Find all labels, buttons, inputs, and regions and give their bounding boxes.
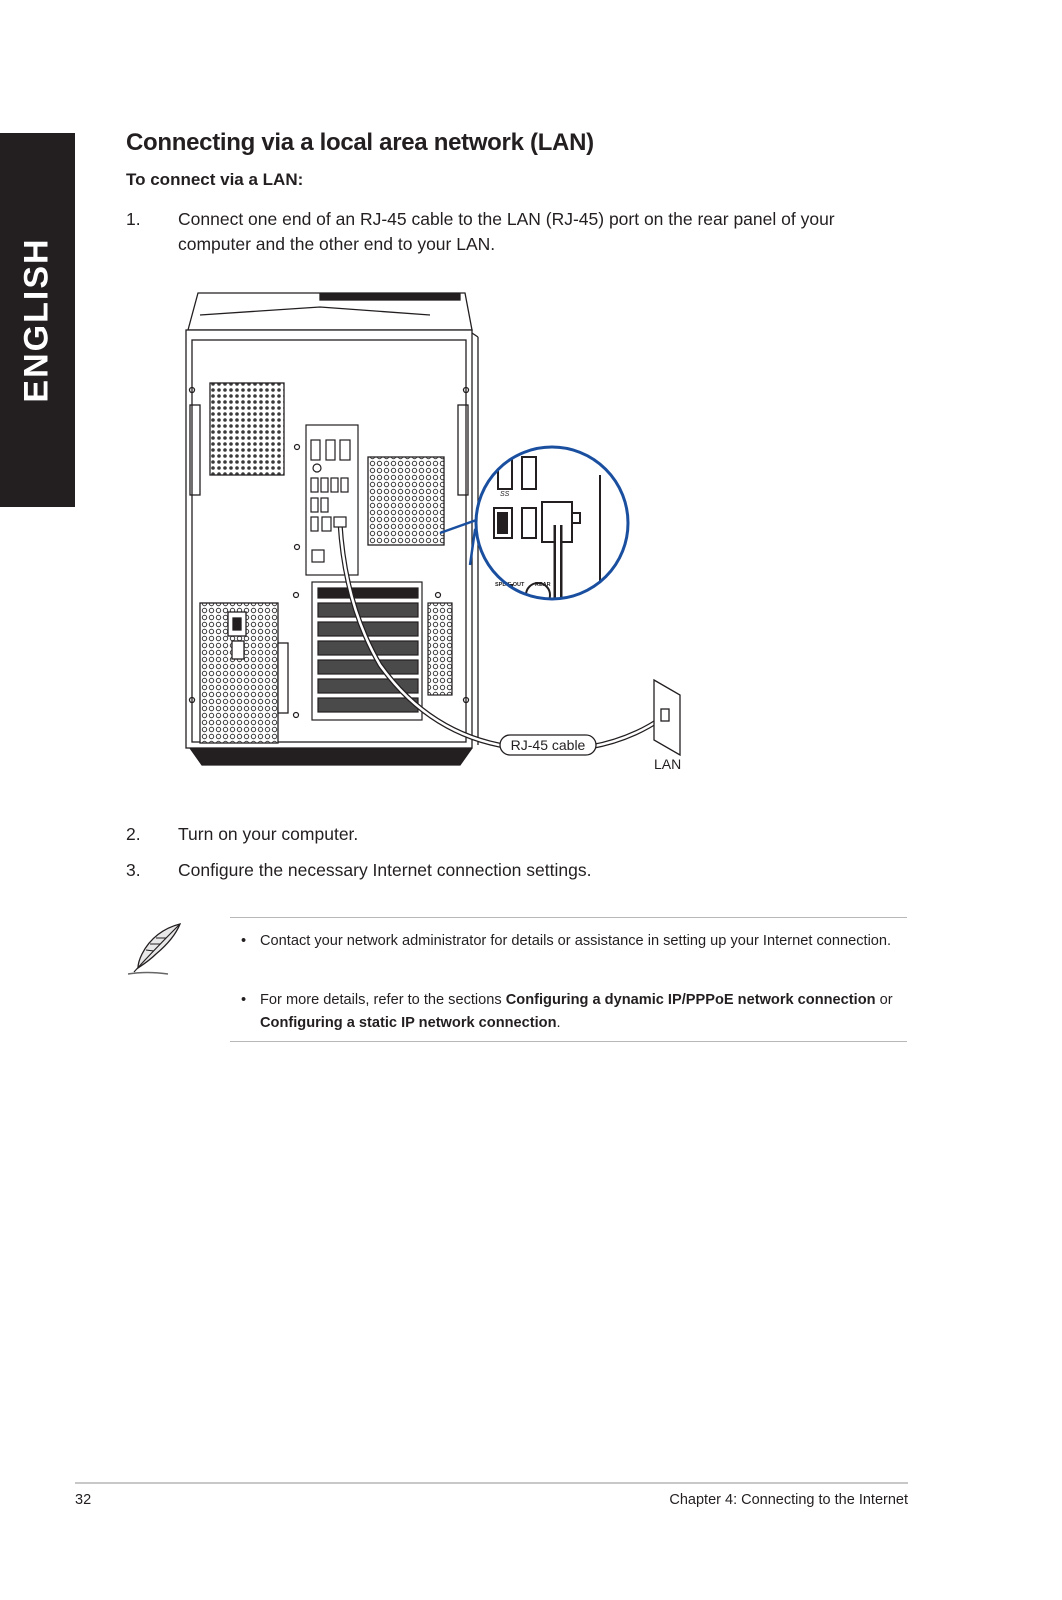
lan-label: LAN <box>654 756 682 772</box>
lan-port-zoom-callout <box>476 447 628 615</box>
svg-text:SS: SS <box>500 491 510 498</box>
note-top-rule <box>230 917 907 918</box>
rear-port-label: REAR <box>535 582 551 588</box>
section-link-dynamic-ip: Configuring a dynamic IP/PPPoE network connection <box>505 992 876 1008</box>
note-text: Contact your network administrator for details or assistance in setting up your Internet connection. <box>260 933 892 949</box>
section-heading: Connecting via a local area network (LAN) <box>126 129 594 156</box>
chapter-title: Chapter 4: Connecting to the Internet <box>669 1492 908 1508</box>
section-link-static-ip: Configuring a static IP network connection <box>260 1015 557 1031</box>
step-number: 1. <box>126 209 141 229</box>
bullet-dot: • <box>241 992 247 1008</box>
step-text: Turn on your computer. <box>178 824 359 844</box>
wall-lan-socket <box>654 680 680 755</box>
top-fan-grill <box>210 383 284 475</box>
step-number: 2. <box>126 824 141 844</box>
language-label: ENGLISH <box>17 237 56 403</box>
page-number: 32 <box>75 1492 92 1508</box>
feather-pen-icon <box>124 920 186 978</box>
rear-fan-grill <box>368 457 444 545</box>
procedure-subheading: To connect via a LAN: <box>126 170 304 189</box>
language-side-tab <box>0 133 75 507</box>
cable-label: RJ-45 cable <box>510 737 586 753</box>
step-text: Configure the necessary Internet connection settings. <box>178 860 592 880</box>
spdif-port-label: SPDIF OUT <box>495 582 525 588</box>
lan-connection-illustration <box>180 285 720 780</box>
footer-rule <box>75 1482 908 1484</box>
note-text-suffix: . <box>556 1015 561 1031</box>
power-supply <box>200 603 288 743</box>
note-text <box>260 989 920 1035</box>
step-text: Connect one end of an RJ-45 cable to the LAN (RJ-45) port on the rear panel of your computer and the other end to your LAN. <box>178 209 835 254</box>
bullet-dot: • <box>241 933 247 949</box>
note-bottom-rule <box>230 1041 907 1042</box>
note-text-prefix: For more details, refer to the sections <box>260 992 506 1008</box>
note-text-middle: or <box>875 992 893 1008</box>
step-number: 3. <box>126 860 141 880</box>
